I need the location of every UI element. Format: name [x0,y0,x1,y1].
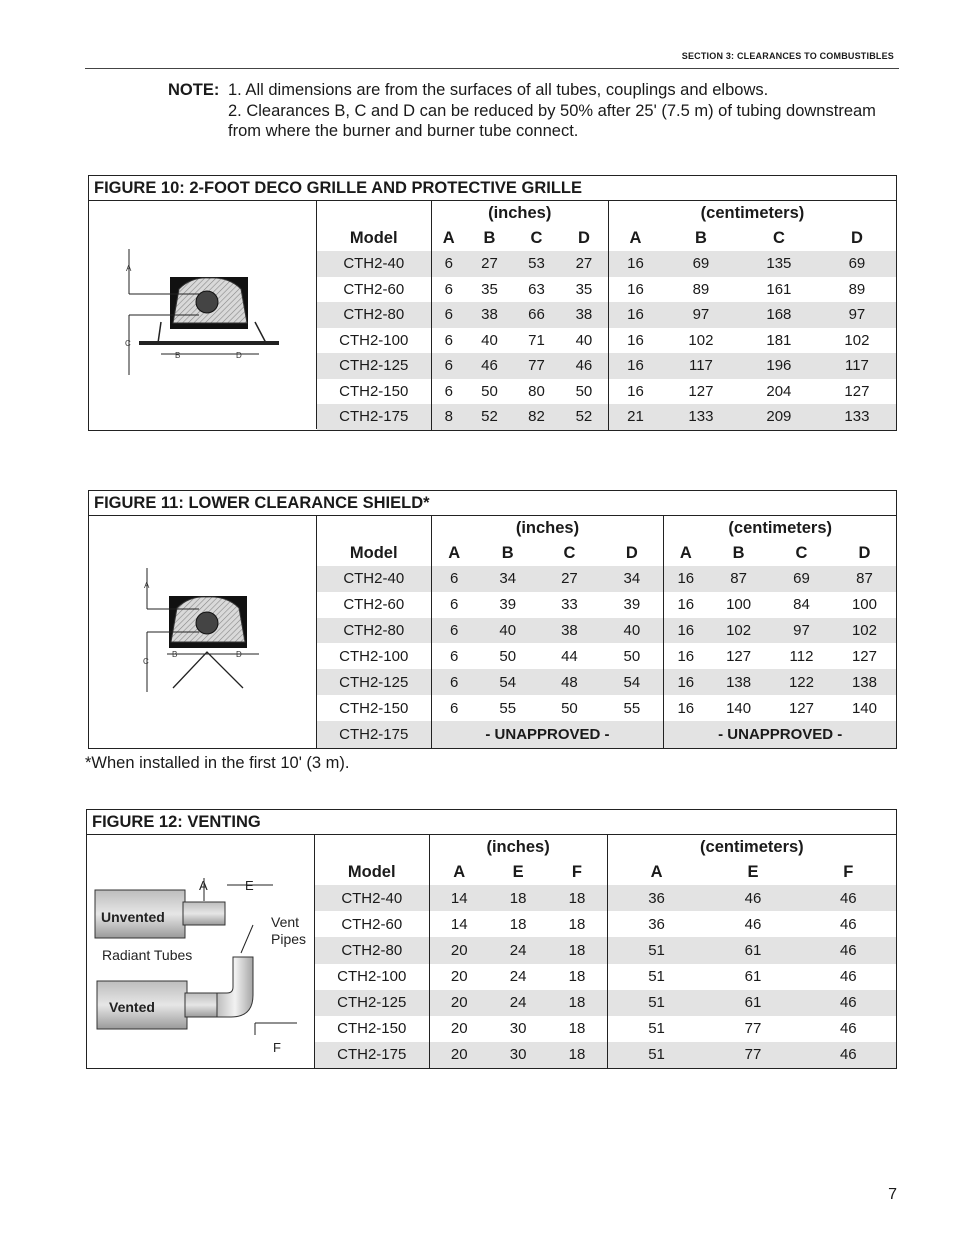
figure12-value-cell: 46 [801,990,896,1016]
figure11-table-row [317,592,896,618]
figure-10-label-a: A [126,264,132,273]
figure11-value-cell: 54 [600,669,664,695]
page-number: 7 [888,1186,897,1203]
figure12-table-row [315,1042,896,1068]
figure10-table-row [317,328,896,354]
figure10-value-cell: 6 [444,382,453,400]
figure11-value-cell: 40 [477,618,539,644]
figure10-value-cell: 50 [560,379,608,405]
figure-11-label-b: B [172,650,178,659]
figure-12-corner [315,835,429,860]
figure12-value-cell: 46 [801,1042,896,1068]
figure10-value-cell: 82 [513,404,560,430]
figure10-value-cell: 35 [560,277,608,303]
figure12-value-cell: 46 [801,885,896,911]
header-rule [85,68,899,69]
figure11-value-cell: 6 [431,669,477,695]
figure10-value-cell: 133 [818,404,896,430]
figure10-value-cell: 52 [466,404,513,430]
figure12-value-cell: 61 [705,990,800,1016]
figure12-value-cell: 51 [648,1020,665,1038]
figure11-value-cell: 102 [833,618,896,644]
figure12-table-row [315,990,896,1016]
figure11-value-cell: 39 [600,592,664,618]
figure10-value-cell: 102 [844,331,870,349]
figure12-value-cell: 51 [607,937,705,963]
figure-11-diagram [89,516,317,748]
figure11-value-cell: 54 [477,669,539,695]
figure-11-col-b-cm: B [732,543,745,562]
figure-11-unapproved-row [317,721,896,748]
figure10-value-cell: 50 [481,382,498,400]
figure12-value-cell: 14 [429,885,489,911]
figure10-value-cell: 161 [766,280,792,298]
figure10-value-cell: 133 [662,404,740,430]
figure11-value-cell: 122 [770,669,833,695]
figure10-value-cell: 16 [608,251,662,277]
figure12-value-cell: 77 [744,1020,762,1038]
figure-10-inches-group: (inches) [431,201,608,226]
figure11-value-cell: 6 [450,596,459,614]
figure-10-label-b: B [175,351,181,360]
figure-12-label-a: A [199,878,208,893]
figure-10-table [317,201,896,430]
figure10-value-cell: 6 [431,251,466,277]
figure-10-cm-group: (centimeters) [700,204,805,222]
figure10-table-row [317,277,896,303]
figure12-value-cell: 18 [547,885,607,911]
figure10-table-row [317,404,896,430]
figure10-value-cell: 16 [608,302,662,328]
figure11-value-cell: 6 [450,699,459,717]
figure-12-col-f-in: F [547,860,607,885]
figure11-value-cell: 50 [600,643,664,669]
figure-12-label-vented: Vented [109,999,155,1015]
figure10-value-cell: 71 [528,331,545,349]
figure-11-unapproved-inches: - UNAPPROVED - [431,721,664,748]
figure10-value-cell: 16 [627,382,644,400]
figure-12-rows [315,885,896,1068]
figure12-value-cell: 20 [429,1042,489,1068]
figure10-value-cell: 127 [688,382,714,400]
figure11-value-cell: 6 [431,618,477,644]
figure10-value-cell: 97 [818,302,896,328]
figure11-value-cell: 33 [561,596,578,614]
figure12-model-cell: CTH2-125 [315,990,429,1016]
figure12-value-cell: 24 [489,990,547,1016]
figure12-value-cell: 24 [509,968,527,986]
figure-12-col-e-cm: E [747,863,759,882]
figure12-value-cell: 46 [839,915,857,933]
figure12-table-row [315,911,896,937]
figure10-value-cell: 102 [688,331,714,349]
figure11-value-cell: 50 [561,699,578,717]
figure-10-col-d-in: D [560,226,608,251]
figure12-value-cell: 46 [705,885,800,911]
figure11-model-cell: CTH2-60 [317,592,431,618]
figure12-value-cell: 18 [509,915,527,933]
figure-10 [88,175,897,431]
figure10-table-row [317,353,896,379]
note-line-2: 2. Clearances B, C and D can be reduced by 50% after 25' (7.5 m) of tubing downstream [228,102,876,120]
figure12-table-row [315,937,896,963]
figure-12-col-f-cm: F [843,863,854,882]
figure10-value-cell: 135 [740,251,818,277]
figure11-table-row [317,695,896,721]
figure12-value-cell: 20 [450,968,468,986]
figure-12-label-radiant-tubes: Radiant Tubes [102,947,193,963]
figure10-value-cell: 27 [560,251,608,277]
figure10-value-cell: 27 [466,251,513,277]
figure-10-col-model: Model [317,226,431,251]
figure10-value-cell: 204 [766,382,792,400]
figure12-value-cell: 51 [607,990,705,1016]
figure11-value-cell: 6 [431,566,477,592]
figure12-value-cell: 51 [648,968,665,986]
figure10-value-cell: 6 [444,331,453,349]
figure-10-rows [317,251,896,430]
figure12-value-cell: 18 [547,990,607,1016]
figure-12-label-e: E [245,878,254,893]
figure10-value-cell: 66 [513,302,560,328]
figure10-value-cell: 117 [818,353,896,379]
figure11-value-cell: 100 [851,596,877,614]
figure-11-col-c-in: C [563,543,576,562]
figure11-value-cell: 55 [499,699,517,717]
figure11-model-cell: CTH2-40 [317,566,431,592]
figure11-table-row [317,643,896,669]
figure11-value-cell: 48 [539,669,601,695]
figure-10-col-a-cm: A [629,229,642,247]
figure-11-table [317,516,896,748]
figure11-value-cell: 140 [851,699,877,717]
figure10-value-cell: 6 [431,353,466,379]
figure-12-inches-group: (inches) [429,835,607,860]
figure10-table-row [317,251,896,277]
figure-11-inches-group: (inches) [431,516,664,540]
figure-11-label-a: A [144,581,150,590]
figure-12-label-unvented: Unvented [101,909,165,925]
lower-shield-diagram [89,516,316,748]
figure-12-col-e-in: E [512,863,524,882]
note-line-1: 1. All dimensions are from the surfaces of all tubes, couplings and elbows. [228,81,769,99]
figure-11-col-d-in: D [600,540,664,566]
figure11-value-cell: 97 [770,618,833,644]
figure12-value-cell: 46 [839,1020,857,1038]
figure-11-col-model: Model [317,540,431,566]
figure-12-cm-group: (centimeters) [700,838,804,857]
figure12-table-row [315,964,896,990]
figure10-value-cell: 63 [528,280,545,298]
figure10-value-cell: 46 [560,353,608,379]
figure12-table-row [315,885,896,911]
figure11-value-cell: 44 [561,647,578,665]
figure12-model-cell: CTH2-60 [315,911,429,937]
figure-12-diagram [87,835,315,1068]
figure10-model-cell: CTH2-60 [317,277,431,303]
figure-10-diagram [89,201,317,429]
figure11-value-cell: 27 [539,566,601,592]
figure-11-col-d-cm: D [858,543,871,562]
figure11-value-cell: 140 [726,699,752,717]
figure12-value-cell: 46 [801,937,896,963]
figure10-value-cell: 16 [608,353,662,379]
figure-11-col-b-in: B [501,543,514,562]
figure-12-col-a-cm: A [650,863,663,882]
figure10-model-cell: CTH2-100 [317,328,431,354]
figure12-value-cell: 77 [705,1042,800,1068]
figure12-value-cell: 18 [547,1042,607,1068]
figure-12-label-vent: Vent [271,914,300,930]
figure-10-title: FIGURE 10: 2-FOOT DECO GRILLE AND PROTECTIVE GRILLE [89,176,896,201]
figure10-value-cell: 209 [740,404,818,430]
figure12-value-cell: 18 [547,911,607,937]
figure-10-label-c: C [125,339,131,348]
figure12-value-cell: 36 [648,915,665,933]
figure11-value-cell: 87 [833,566,896,592]
figure-11-col-c-cm: C [795,543,808,562]
figure11-value-cell: 55 [600,695,664,721]
figure11-value-cell: 16 [677,647,695,665]
figure10-value-cell: 46 [466,353,513,379]
figure-10-col-b-cm: B [694,229,707,247]
figure10-value-cell: 52 [560,404,608,430]
figure10-model-cell: CTH2-175 [317,404,431,430]
figure12-model-cell: CTH2-100 [315,964,429,990]
figure12-value-cell: 46 [839,968,857,986]
figure11-value-cell: 102 [707,618,770,644]
figure-12-label-f: F [273,1040,281,1055]
figure10-table-row [317,379,896,405]
note-line-3: from where the burner and burner tube connect. [228,122,579,140]
figure-11-unapproved-cm: - UNAPPROVED - [664,721,896,748]
figure12-model-cell: CTH2-150 [315,1016,429,1042]
figure-11-col-a-in: A [448,543,461,562]
figure11-model-cell: CTH2-150 [317,695,431,721]
figure-11-label-d: D [236,650,242,659]
figure-12-title: FIGURE 12: VENTING [87,810,896,835]
figure11-value-cell: 69 [770,566,833,592]
figure11-model-cell: CTH2-80 [317,618,431,644]
figure10-value-cell: 97 [662,302,740,328]
figure12-value-cell: 18 [547,964,607,990]
figure10-value-cell: 40 [481,331,498,349]
figure12-value-cell: 61 [744,968,762,986]
figure10-value-cell: 80 [528,382,545,400]
figure10-value-cell: 117 [662,353,740,379]
figure11-value-cell: 127 [788,699,814,717]
figure10-value-cell: 40 [560,328,608,354]
figure11-value-cell: 16 [664,669,707,695]
deco-grille-diagram [89,201,316,429]
figure10-model-cell: CTH2-150 [317,379,431,405]
figure11-value-cell: 16 [664,618,707,644]
figure11-table-row [317,566,896,592]
figure10-value-cell: 181 [766,331,792,349]
figure12-value-cell: 14 [450,915,468,933]
figure-12-col-a-in: A [453,863,466,882]
figure10-value-cell: 89 [692,280,710,298]
figure-11-corner [317,516,431,540]
figure12-model-cell: CTH2-40 [315,885,429,911]
figure12-value-cell: 20 [429,937,489,963]
figure11-value-cell: 138 [833,669,896,695]
figure12-value-cell: 51 [607,1042,705,1068]
figure11-value-cell: 87 [707,566,770,592]
figure-10-label-d: D [236,351,242,360]
section-header: SECTION 3: CLEARANCES TO COMBUSTIBLES [681,51,894,61]
figure11-value-cell: 38 [539,618,601,644]
figure11-table-row [317,618,896,644]
figure-11-unapproved-model: CTH2-175 [317,721,431,748]
figure12-value-cell: 46 [744,915,762,933]
figure-11-rows [317,566,896,721]
figure10-value-cell: 21 [608,404,662,430]
figure12-value-cell: 18 [547,937,607,963]
figure12-model-cell: CTH2-175 [315,1042,429,1068]
figure11-value-cell: 16 [677,699,695,717]
figure10-model-cell: CTH2-80 [317,302,431,328]
figure-11 [88,490,897,749]
note-label: NOTE: [168,81,220,99]
figure12-value-cell: 61 [705,937,800,963]
footnote: *When installed in the first 10' (3 m). [85,754,350,772]
figure12-value-cell: 18 [489,885,547,911]
figure11-value-cell: 16 [677,596,695,614]
figure10-value-cell: 168 [740,302,818,328]
figure11-value-cell: 39 [499,596,517,614]
figure10-model-cell: CTH2-40 [317,251,431,277]
figure10-value-cell: 6 [444,280,453,298]
figure11-value-cell: 112 [789,647,814,665]
figure11-value-cell: 34 [477,566,539,592]
figure10-value-cell: 196 [740,353,818,379]
figure12-value-cell: 18 [547,1016,607,1042]
figure11-value-cell: 16 [664,566,707,592]
figure11-model-cell: CTH2-125 [317,669,431,695]
figure-11-title: FIGURE 11: LOWER CLEARANCE SHIELD* [89,491,896,516]
figure11-model-cell: CTH2-100 [317,643,431,669]
figure10-value-cell: 6 [431,302,466,328]
figure10-value-cell: 38 [560,302,608,328]
figure-12-table [315,835,896,1068]
figure11-value-cell: 84 [793,596,810,614]
figure10-value-cell: 16 [627,280,644,298]
figure10-value-cell: 69 [818,251,896,277]
figure-12-col-model: Model [315,860,429,885]
figure10-value-cell: 8 [431,404,466,430]
figure12-value-cell: 24 [489,937,547,963]
figure10-value-cell: 127 [844,382,870,400]
figure-12-label-pipes: Pipes [271,931,307,947]
figure12-model-cell: CTH2-80 [315,937,429,963]
figure10-model-cell: CTH2-125 [317,353,431,379]
figure-10-col-d-cm: D [850,229,863,247]
figure10-value-cell: 77 [513,353,560,379]
figure12-value-cell: 30 [509,1020,527,1038]
figure11-table-row [317,669,896,695]
figure-10-corner [317,201,431,226]
figure10-value-cell: 38 [466,302,513,328]
figure-10-col-b-in: B [483,229,496,247]
figure-11-col-a-cm: A [679,543,692,562]
figure10-table-row [317,302,896,328]
figure11-value-cell: 100 [726,596,752,614]
figure-11-label-c: C [143,657,149,666]
figure11-value-cell: 40 [600,618,664,644]
figure11-value-cell: 138 [707,669,770,695]
figure-11-cm-group: (centimeters) [728,518,833,537]
figure12-table-row [315,1016,896,1042]
figure12-value-cell: 30 [489,1042,547,1068]
figure-12 [86,809,897,1069]
figure10-value-cell: 89 [848,280,866,298]
figure12-value-cell: 20 [450,1020,468,1038]
figure-10-col-a-in: A [442,229,455,247]
figure11-value-cell: 50 [499,647,517,665]
figure10-value-cell: 53 [513,251,560,277]
figure11-value-cell: 6 [450,647,459,665]
figure10-value-cell: 35 [481,280,498,298]
figure10-value-cell: 69 [662,251,740,277]
figure11-value-cell: 127 [851,647,877,665]
figure12-value-cell: 36 [607,885,705,911]
figure12-value-cell: 20 [429,990,489,1016]
figure-10-col-c-in: C [530,229,543,247]
figure10-value-cell: 16 [627,331,644,349]
venting-diagram [87,835,314,1068]
figure11-value-cell: 127 [726,647,752,665]
figure11-value-cell: 34 [600,566,664,592]
figure-10-col-c-cm: C [772,229,785,247]
